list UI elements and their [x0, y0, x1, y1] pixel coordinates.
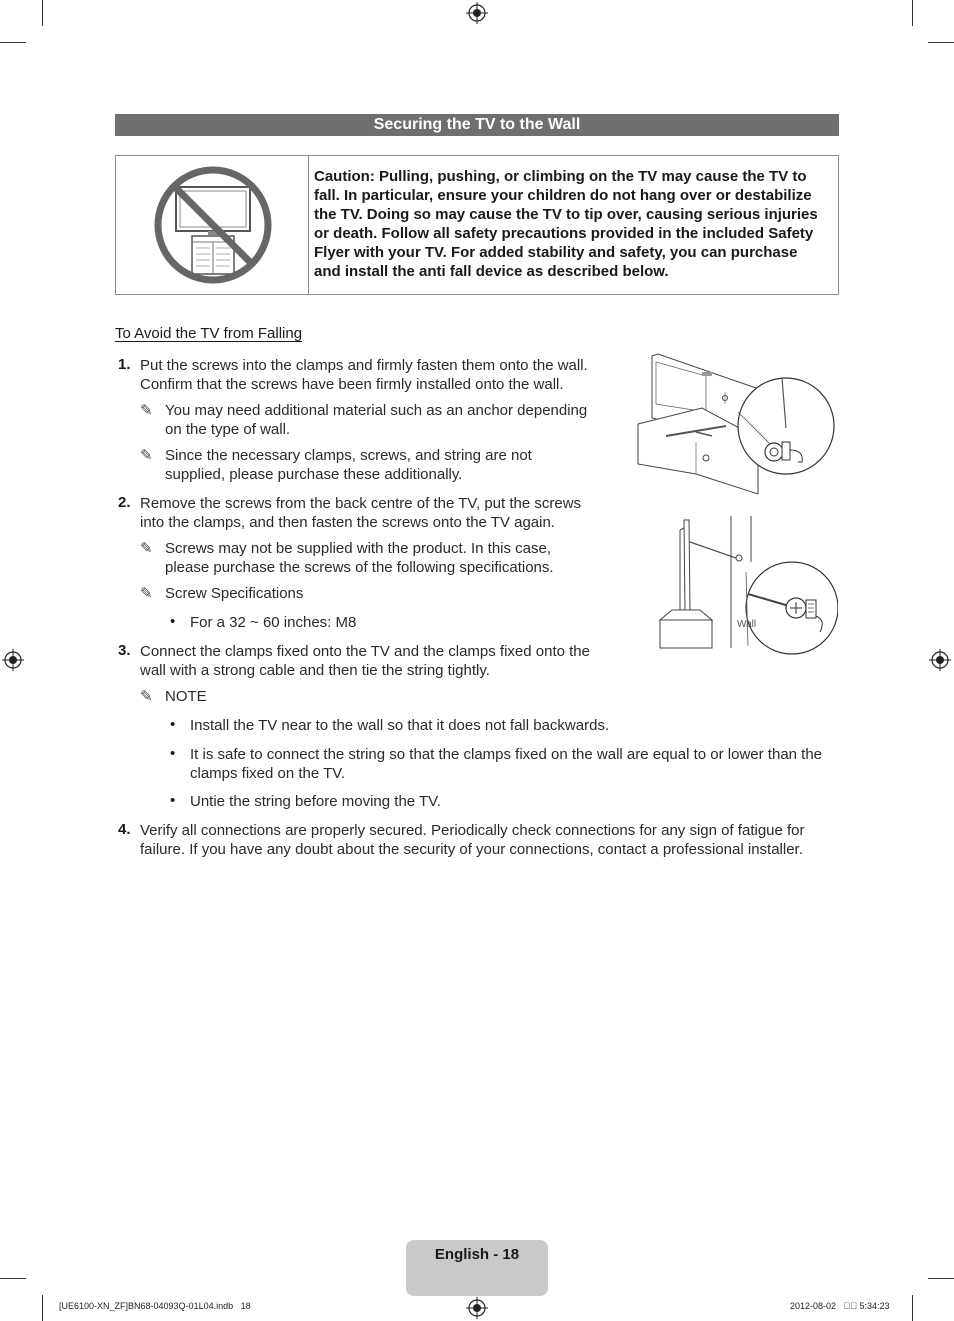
step-text: Remove the screws from the back centre of the TV, put the screws [140, 495, 582, 512]
bullet-text: clamps fixed on the TV. [190, 765, 346, 782]
bullet-text: It is safe to connect the string so that the clamps fixed on the wall are equal to or lower than the [190, 746, 823, 763]
pencil-note-icon: ✎ [140, 585, 153, 602]
crop-mark [912, 0, 913, 26]
bullet-icon: • [170, 745, 176, 762]
step-text: into the clamps, and then fasten the screws onto the TV again. [140, 514, 555, 531]
pencil-note-icon: ✎ [140, 402, 153, 419]
bullet-text: Install the TV near to the wall so that it does not fall backwards. [190, 717, 610, 734]
bullet-icon: • [170, 716, 176, 733]
caution-box [115, 155, 839, 295]
crop-mark [912, 1295, 913, 1321]
step-number: 3. [118, 642, 131, 659]
crop-mark [42, 0, 43, 26]
crop-mark [0, 1278, 26, 1279]
bullet-text: For a 32 ~ 60 inches: M8 [190, 614, 357, 631]
pencil-note-icon: ✎ [140, 688, 153, 705]
crop-mark [42, 1295, 43, 1321]
note-text: supplied, please purchase these additionally. [165, 466, 463, 483]
note-text: please purchase the screws of the following specifications. [165, 559, 554, 576]
bullet-icon: • [170, 613, 176, 630]
crop-mark [928, 1278, 954, 1279]
crop-mark [928, 42, 954, 43]
step-text: Connect the clamps fixed onto the TV and the clamps fixed onto the [140, 643, 590, 660]
tv-wall-clamp-illustration [656, 516, 838, 658]
slug-timestamp: 2012-08-02    5:34:23 [790, 1301, 890, 1311]
tv-back-clamp-illustration [636, 352, 838, 496]
pencil-note-icon: ✎ [140, 540, 153, 557]
caution-text: Caution: Pulling, pushing, or climbing on the TV may cause the TV to fall. In particular, ensure your children do not hang over or destabilize the TV. Doing so may cause the TV to tip over, causing serious injuries or death. Follow all safety precautions provided in the included Safety Flyer with your TV. For added stability and safety, you can purchase and install the anti fall device as described below. [314, 168, 818, 280]
no-climbing-tv-icon [116, 156, 308, 294]
step-number: 1. [118, 356, 131, 373]
bullet-text: Untie the string before moving the TV. [190, 793, 441, 810]
step-text: Put the screws into the clamps and firmly fasten them onto the wall. [140, 357, 588, 374]
subheading: To Avoid the TV from Falling [115, 325, 303, 342]
step-text: failure. If you have any doubt about the security of your connections, contact a professional installer. [140, 841, 803, 858]
registration-mark-icon [2, 649, 24, 671]
note-text: Screw Specifications [165, 585, 304, 602]
step-text: Confirm that the screws have been firmly installed onto the wall. [140, 376, 564, 393]
pencil-note-icon: ✎ [140, 447, 153, 464]
note-text: Screws may not be supplied with the product. In this case, [165, 540, 552, 557]
note-text: Since the necessary clamps, screws, and string are not [165, 447, 532, 464]
step-text: Verify all connections are properly secured. Periodically check connections for any sign of fatigue for [140, 822, 805, 839]
bullet-icon: • [170, 792, 176, 809]
registration-mark-icon [466, 1297, 488, 1319]
step-number: 2. [118, 494, 131, 511]
registration-mark-icon [929, 649, 951, 671]
page-number: English - 18 [434, 1246, 520, 1263]
wall-label: Wall [737, 619, 757, 630]
note-text: on the type of wall. [165, 421, 291, 438]
note-text: You may need additional material such as an anchor depending [165, 402, 588, 419]
registration-mark-icon [466, 2, 488, 24]
note-label: NOTE [165, 688, 207, 705]
slug-file-info: [UE6100-XN_ZF]BN68-04093Q-01L04.indb 18 [59, 1301, 251, 1311]
step-number: 4. [118, 821, 131, 838]
section-title: Securing the TV to the Wall [115, 114, 839, 136]
caution-illustration-cell [116, 156, 309, 294]
step-text: wall with a strong cable and then tie the string tightly. [140, 662, 490, 679]
crop-mark [0, 42, 26, 43]
